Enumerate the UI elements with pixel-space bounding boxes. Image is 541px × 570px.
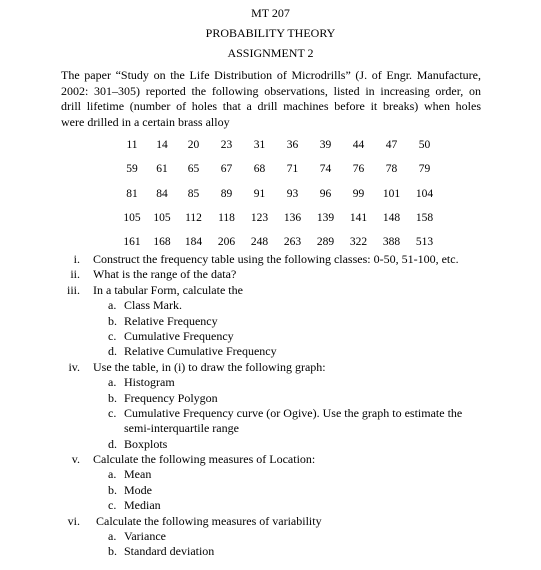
sub-question-letter: b. xyxy=(108,544,117,559)
observation-cell: 31 xyxy=(253,139,266,152)
sub-question-letter: c. xyxy=(108,328,117,343)
observations-table xyxy=(117,133,441,254)
sub-question-letter: d. xyxy=(108,344,117,359)
sub-question-letter: c. xyxy=(108,405,117,420)
sub-question-text: Variance xyxy=(124,529,166,544)
sub-question-item xyxy=(0,391,541,406)
observation-cell: 91 xyxy=(253,187,266,200)
question-number: i. xyxy=(73,252,80,266)
question-number: iv. xyxy=(68,359,80,374)
sub-question-text: Relative Frequency xyxy=(124,313,218,328)
observation-cell: 59 xyxy=(126,163,138,176)
observation-row xyxy=(117,182,441,206)
sub-question-item xyxy=(0,298,541,313)
observation-cell: 14 xyxy=(156,139,168,152)
intro-line: 2002: 301–305) reported the following observations, listed in increasing order, on xyxy=(61,83,481,98)
sub-question-letter: a. xyxy=(108,298,117,313)
observation-cell: 71 xyxy=(286,163,299,176)
sub-question-item xyxy=(0,406,541,421)
sub-question-item xyxy=(0,314,541,329)
sub-question-text: Mean xyxy=(124,467,152,482)
observation-cell: 85 xyxy=(187,187,200,200)
question-text: Calculate the following measures of Location: xyxy=(93,452,316,467)
intro-line: The paper “Study on the Life Distribution of Microdrills” (J. of Engr. Manufacture, xyxy=(61,68,481,82)
sub-question-letter: b. xyxy=(108,390,117,405)
observation-cell: 78 xyxy=(385,163,398,176)
observation-cell: 99 xyxy=(352,187,365,200)
observation-cell: 96 xyxy=(319,187,332,200)
sub-question-letter: c. xyxy=(108,498,117,513)
question-text: In a tabular Form, calculate the xyxy=(93,282,243,297)
question-text: Use the table, in (i) to draw the following graph: xyxy=(93,359,326,374)
observation-cell: 136 xyxy=(283,212,302,225)
sub-question-item xyxy=(0,375,541,390)
intro-line: drill lifetime (number of holes that a drill machines before it breaks) when holes xyxy=(61,99,481,113)
observation-cell: 50 xyxy=(418,139,431,152)
question-item xyxy=(0,514,541,529)
sub-question-letter: d. xyxy=(108,436,117,451)
observation-row xyxy=(117,230,441,254)
observation-cell: 161 xyxy=(123,236,141,249)
observation-cell: 23 xyxy=(220,139,233,152)
question-number: ii. xyxy=(70,267,80,282)
sub-question-item xyxy=(0,329,541,344)
observation-cell: 61 xyxy=(156,163,168,176)
observation-cell: 76 xyxy=(352,163,365,176)
question-item xyxy=(0,360,541,375)
observation-cell: 47 xyxy=(385,139,398,152)
question-number: vi. xyxy=(67,513,80,528)
sub-question-text: Frequency Polygon xyxy=(124,390,218,405)
observation-cell: 148 xyxy=(382,212,401,225)
observation-cell: 105 xyxy=(153,212,171,225)
question-item xyxy=(0,267,541,282)
sub-question-item xyxy=(0,529,541,544)
sub-question-item xyxy=(0,344,541,359)
intro-paragraph xyxy=(61,68,481,130)
observation-cell: 263 xyxy=(283,236,302,249)
question-text: What is the range of the data? xyxy=(93,267,237,282)
observation-cell: 248 xyxy=(250,236,269,249)
observation-cell: 101 xyxy=(382,187,401,200)
observation-cell: 112 xyxy=(185,212,202,225)
question-number: iii. xyxy=(66,282,80,297)
observation-cell: 11 xyxy=(126,139,138,152)
sub-question-item xyxy=(0,437,541,452)
observation-cell: 168 xyxy=(153,236,171,249)
observation-cell: 139 xyxy=(316,212,335,225)
observation-cell: 104 xyxy=(415,187,434,200)
sub-question-item xyxy=(0,483,541,498)
sub-question-continuation xyxy=(0,421,541,436)
course-code: MT 207 xyxy=(251,6,290,20)
sub-question-text: Median xyxy=(124,498,161,513)
observation-row xyxy=(117,206,441,230)
observation-cell: 20 xyxy=(187,139,200,152)
intro-line: were drilled in a certain brass alloy xyxy=(61,114,230,129)
sub-question-text: Cumulative Frequency curve (or Ogive). Use the graph to estimate the xyxy=(124,405,463,420)
question-number: v. xyxy=(71,452,80,467)
sub-question-letter: a. xyxy=(108,375,117,390)
sub-question-text: Mode xyxy=(124,482,152,497)
observation-cell: 67 xyxy=(220,163,233,176)
question-item xyxy=(0,452,541,467)
question-text: Construct the frequency table using the following classes: 0-50, 51-100, etc. xyxy=(93,252,459,266)
sub-question-letter: a. xyxy=(108,467,117,482)
question-text: Calculate the following measures of variability xyxy=(96,513,322,528)
sub-question-text: Relative Cumulative Frequency xyxy=(124,344,277,359)
observation-cell: 89 xyxy=(220,187,233,200)
observation-cell: 322 xyxy=(349,236,368,249)
sub-question-text: Histogram xyxy=(124,375,175,390)
observation-cell: 44 xyxy=(352,139,365,152)
observation-cell: 184 xyxy=(184,236,203,249)
observation-cell: 123 xyxy=(250,212,269,225)
sub-question-text: Standard deviation xyxy=(124,544,215,559)
observation-cell: 74 xyxy=(319,163,332,176)
assignment-title: ASSIGNMENT 2 xyxy=(227,46,314,60)
observation-cell: 388 xyxy=(382,236,401,249)
observation-cell: 65 xyxy=(187,163,200,176)
question-list xyxy=(0,252,541,560)
observation-cell: 141 xyxy=(349,212,368,225)
sub-question-letter: b. xyxy=(108,482,117,497)
course-title: PROBABILITY THEORY xyxy=(205,26,336,40)
observation-cell: 289 xyxy=(316,236,335,249)
sub-question-item xyxy=(0,467,541,482)
observation-cell: 93 xyxy=(286,187,299,200)
observation-row xyxy=(117,133,441,157)
observation-cell: 206 xyxy=(217,236,236,249)
observation-cell: 84 xyxy=(156,187,168,200)
observation-cell: 118 xyxy=(218,212,235,225)
observation-cell: 81 xyxy=(126,187,138,200)
sub-question-item xyxy=(0,498,541,513)
sub-question-text: Boxplots xyxy=(124,436,168,451)
observation-cell: 68 xyxy=(253,163,266,176)
observation-row xyxy=(117,157,441,181)
question-item xyxy=(0,252,541,267)
observation-cell: 79 xyxy=(418,163,431,176)
observation-cell: 39 xyxy=(319,139,332,152)
observation-cell: 36 xyxy=(286,139,299,152)
observation-cell: 158 xyxy=(415,212,434,225)
sub-question-text: Cumulative Frequency xyxy=(124,328,234,343)
sub-question-letter: b. xyxy=(108,313,117,328)
sub-question-item xyxy=(0,544,541,559)
sub-question-continuation-text: semi-interquartile range xyxy=(124,421,239,436)
sub-question-text: Class Mark. xyxy=(124,298,182,313)
sub-question-letter: a. xyxy=(108,529,117,544)
question-item xyxy=(0,283,541,298)
observation-cell: 105 xyxy=(123,212,141,225)
observation-cell: 513 xyxy=(415,236,434,249)
